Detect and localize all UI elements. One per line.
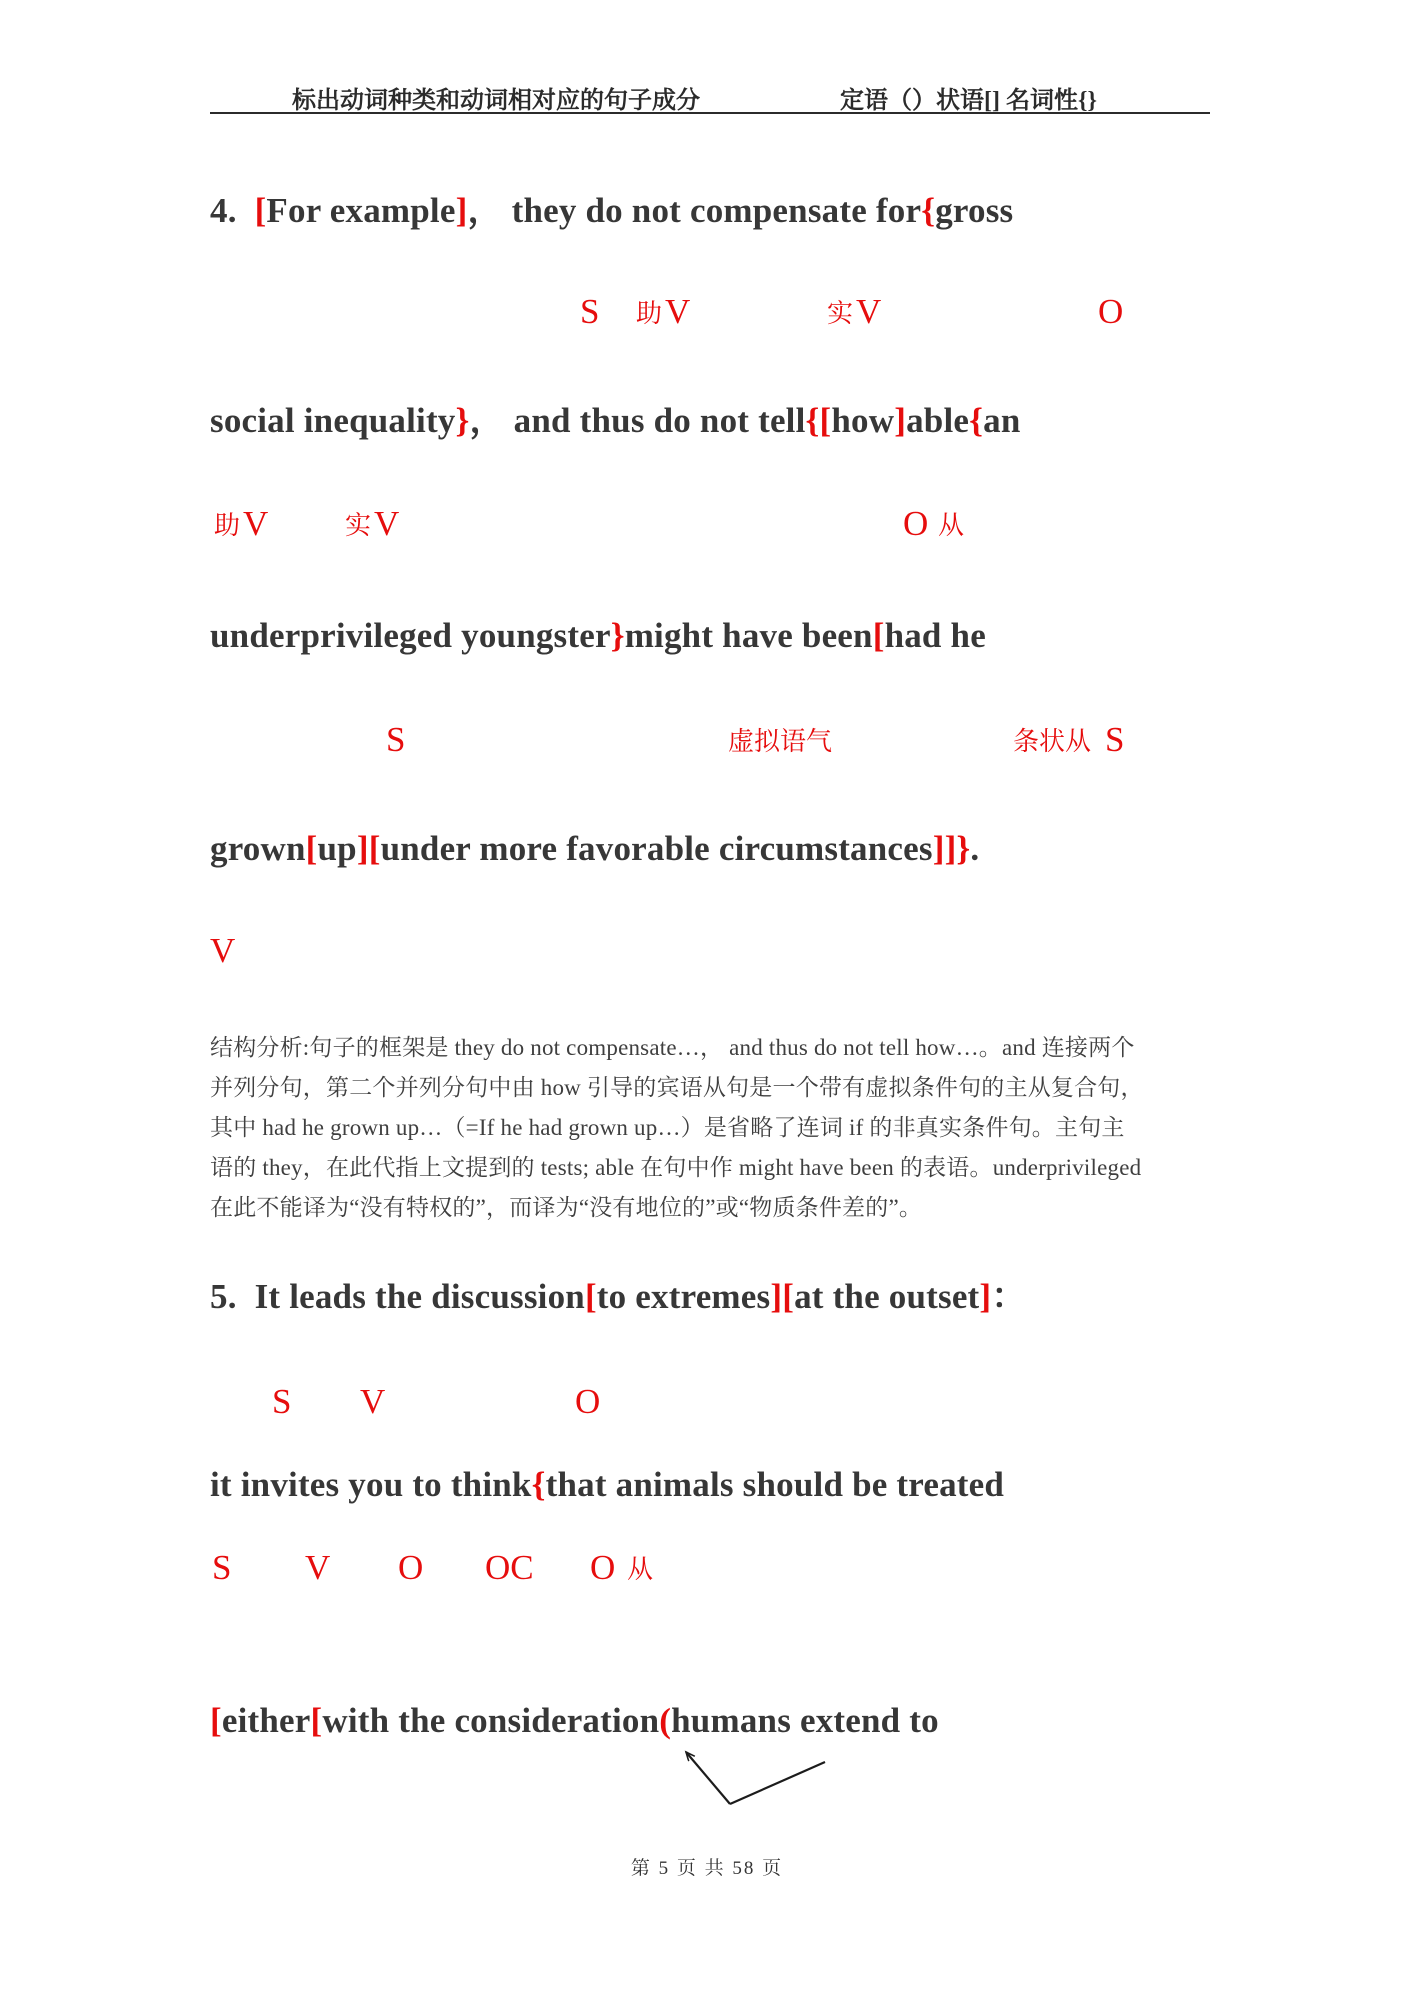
text-segment: up (317, 829, 357, 868)
sentence-4-line-4 (210, 828, 979, 870)
red-paren: ( (659, 1701, 672, 1740)
header-left-text: 标出动词种类和动词相对应的句子成分 (292, 88, 700, 114)
red-closers: ]]} (932, 829, 971, 868)
red-brace: } (455, 401, 470, 440)
s4-annotation-row-3 (0, 722, 1414, 768)
text-segment: able (906, 401, 970, 440)
analysis-line-3: 其中 had he grown up…（=If he had grown up…）是省略了连词 if 的非真实条件句。主句主 (210, 1115, 1125, 1140)
red-bracket: [ (310, 1701, 323, 1740)
text-segment: For example (266, 191, 456, 230)
label-verb: V (665, 292, 691, 331)
header-rule (210, 112, 1210, 114)
text-segment: underprivileged youngster (210, 616, 611, 655)
period: . (970, 829, 980, 868)
sentence-4-line-2 (210, 400, 1021, 442)
s4-annotation-row-1 (0, 294, 1414, 340)
red-brackets: {[ (805, 401, 832, 440)
label-verb: V (210, 931, 236, 970)
annotation-arrow-icon (640, 1742, 850, 1822)
red-brackets: ][ (770, 1277, 795, 1316)
text-segment: an (983, 401, 1021, 440)
red-bracket: [ (210, 1701, 222, 1740)
red-bracket: [ (584, 1277, 597, 1316)
label-subject: S (272, 1382, 292, 1421)
red-brace: { (969, 401, 984, 440)
text-segment: grown (210, 829, 306, 868)
analysis-line-2: 并列分句，第二个并列分句中由 how 引导的宾语从句是一个带有虚拟条件句的主从复合句， (210, 1075, 1144, 1100)
label-verb: V (305, 1548, 331, 1587)
sentence-5-line-1 (210, 1276, 1026, 1318)
s4-annotation-row-2 (0, 506, 1414, 552)
red-bracket: [ (305, 829, 318, 868)
sentence-5-line-2 (210, 1464, 1004, 1506)
red-bracket: [ (254, 191, 267, 230)
sentence-4-line-1 (210, 190, 1013, 232)
label-cond-clause-cn: 条状从 (1013, 727, 1092, 756)
label-subjunctive-cn: 虚拟语气 (728, 727, 833, 756)
s5-annotation-row-2 (0, 1550, 1414, 1596)
label-clause-cn: 从 (627, 1555, 654, 1584)
text-segment: gross (935, 191, 1014, 230)
s5-annotation-row-1 (0, 1384, 1414, 1430)
label-verb: V (360, 1382, 386, 1421)
sentence-number: 5. (210, 1277, 255, 1316)
comma: ， (469, 401, 505, 440)
text-segment: humans extend to (671, 1701, 939, 1740)
text-segment: they do not compensate for (502, 191, 922, 230)
analysis-line-1: 结构分析:句子的框架是 they do not compensate…， and thus do not tell how…。and 连接两个 (210, 1035, 1135, 1060)
page-number: 第 5 页 共 58 页 (630, 1858, 784, 1879)
text-segment: with the consideration (322, 1701, 660, 1740)
colon: ： (991, 1277, 1027, 1316)
label-object: O (575, 1382, 601, 1421)
text-segment: that animals should be treated (545, 1465, 1005, 1504)
analysis-line-5: 在此不能译为“没有特权的”，而译为“没有地位的”或“物质条件差的”。 (210, 1195, 923, 1220)
sentence-5-line-3 (210, 1700, 939, 1742)
text-segment: and thus do not tell (504, 401, 806, 440)
label-verb: V (374, 504, 400, 543)
red-brace: { (531, 1465, 546, 1504)
text-segment: to extremes (596, 1277, 771, 1316)
text-segment: might have been (624, 616, 873, 655)
label-object: O (1098, 292, 1124, 331)
label-aux-cn: 助 (636, 299, 663, 328)
red-bracket: ] (979, 1277, 992, 1316)
label-main-cn: 实 (345, 511, 372, 540)
red-brace: } (610, 616, 625, 655)
red-bracket: [ (872, 616, 885, 655)
label-main-cn: 实 (827, 299, 854, 328)
label-object-complement: OC (485, 1548, 534, 1587)
label-object: O (590, 1548, 616, 1587)
text-segment: either (221, 1701, 311, 1740)
label-subject: S (580, 292, 600, 331)
analysis-line-4: 语的 they，在此代指上文提到的 tests; able 在句中作 might have been 的表语。underprivileged (210, 1155, 1142, 1180)
label-clause-cn: 从 (938, 511, 965, 540)
text-segment: under more favorable circumstances (380, 829, 933, 868)
text-segment: social inequality (210, 401, 456, 440)
s4-annotation-row-4 (0, 933, 1414, 979)
label-object: O (398, 1548, 424, 1587)
red-brace: { (921, 191, 936, 230)
red-bracket: ] (894, 401, 907, 440)
text-segment: at the outset (794, 1277, 980, 1316)
label-subject: S (212, 1548, 232, 1587)
red-bracket: ] (455, 191, 468, 230)
sentence-4-line-3 (210, 615, 986, 657)
label-verb: V (243, 504, 269, 543)
red-brackets: ][ (356, 829, 381, 868)
label-object: O (903, 504, 929, 543)
text-segment: It leads the discussion (254, 1277, 585, 1316)
text-segment: it invites you to think (210, 1465, 532, 1504)
sentence-number: 4. (210, 191, 255, 230)
header-right-legend: 定语（）状语[] 名词性{} (840, 88, 1097, 114)
comma: ， (467, 191, 503, 230)
label-subject: S (1105, 720, 1125, 759)
label-subject: S (386, 720, 406, 759)
label-aux-cn: 助 (214, 511, 241, 540)
label-verb: V (856, 292, 882, 331)
text-segment: had he (884, 616, 986, 655)
text-segment: how (831, 401, 895, 440)
